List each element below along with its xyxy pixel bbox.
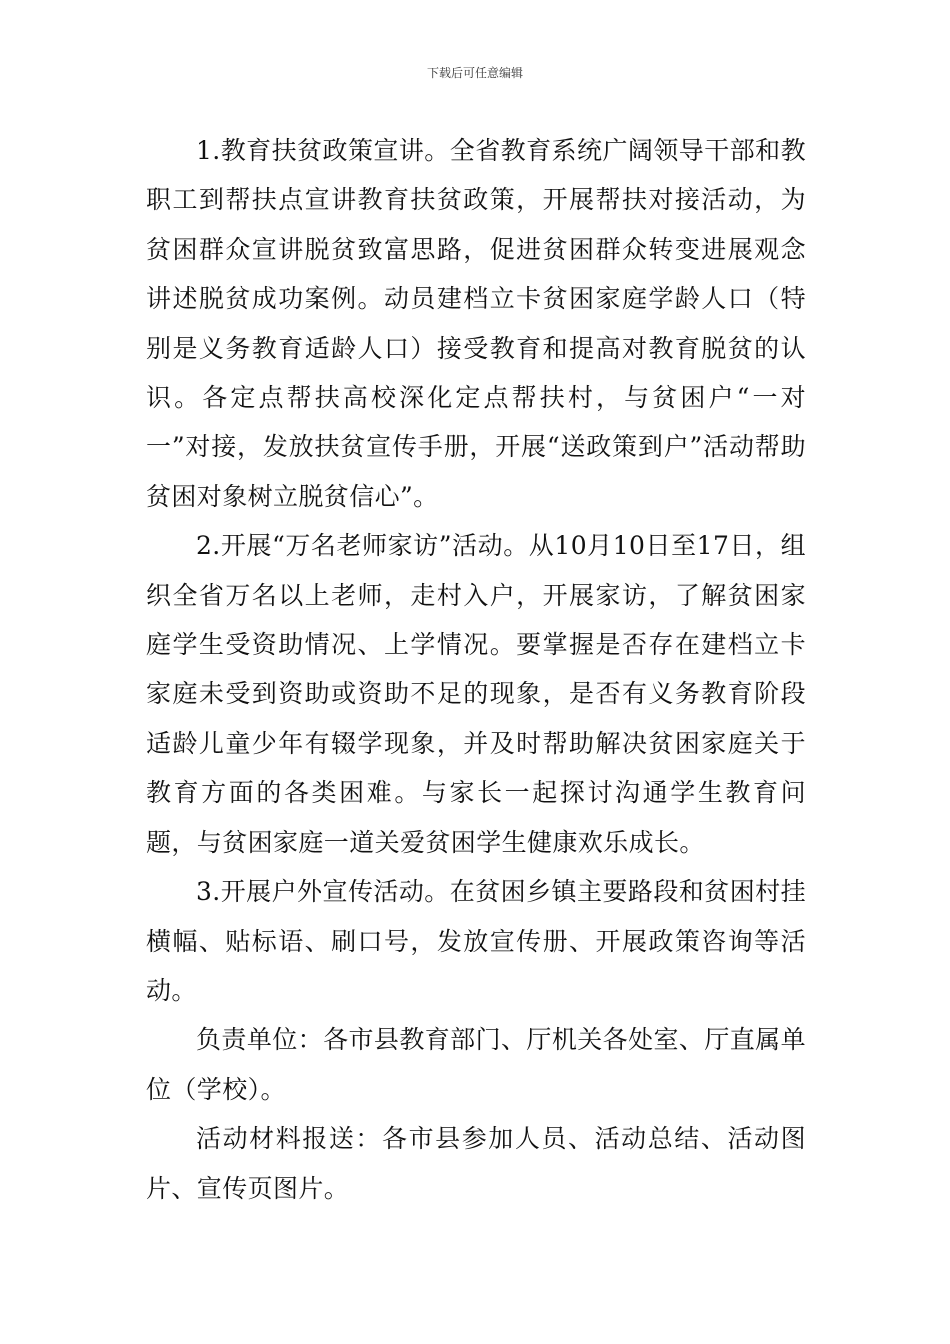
paragraph-responsible-units: 负责单位：各市县教育部门、厅机关各处室、厅直属单位（学校）。: [146, 1025, 806, 1104]
document-body: [146, 126, 806, 1213]
page-header: 下载后可任意编辑: [426, 66, 523, 80]
paragraph-outdoor-publicity: 3.开展户外宣传活动。在贫困乡镇主要路段和贫困村挂横幅、贴标语、刷口号，发放宣传册、开展政策咨询等活动。: [146, 877, 806, 1005]
paragraph-teacher-home-visits: 2.开展“万名老师家访”活动。从10月10日至17日，组织全省万名以上老师，走村入户，开展家访，了解贫困家庭学生受资助情况、上学情况。要掌握是否存在建档立卡家庭未受到资助或资助不足的现象，是否有义务教育阶段适龄儿童少年有辍学现象，并及时帮助解决贫困家庭关于教育方面的各类困难。与家长一起探讨沟通学生教育问题，与贫困家庭一道关爱贫困学生健康欢乐成长。: [146, 531, 806, 857]
paragraph-materials-submission: 活动材料报送：各市县参加人员、活动总结、活动图片、宣传页图片。: [146, 1124, 806, 1203]
paragraph-education-policy-publicity: 1.教育扶贫政策宣讲。全省教育系统广阔领导干部和教职工到帮扶点宣讲教育扶贫政策，开展帮扶对接活动，为贫困群众宣讲脱贫致富思路，促进贫困群众转变进展观念讲述脱贫成功案例。动员建档立卡贫困家庭学龄人口（特别是义务教育适龄人口）接受教育和提高对教育脱贫的认识。各定点帮扶高校深化定点帮扶村，与贫困户“一对一”对接，发放扶贫宣传手册，开展“送政策到户”活动帮助贫困对象树立脱贫信心”。: [146, 136, 806, 511]
